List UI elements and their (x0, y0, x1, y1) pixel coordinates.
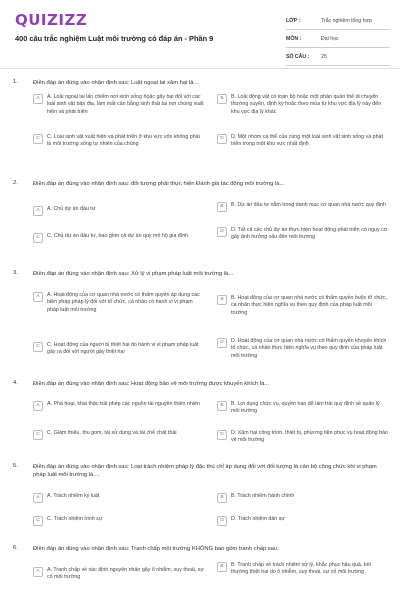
option-letter-box: C (33, 233, 43, 243)
option-text: C. Trách nhiệm hình sự (47, 516, 103, 522)
question-number: 4. (13, 380, 18, 386)
option-text: D. Hoạt động của cơ quan nhà nước có thẩm quyền khuyến khích tổ chức, cá nhân thực hiện nghĩa vụ theo quy định của pháp luật môi trường (231, 338, 387, 359)
option-letter-box: D (217, 430, 227, 440)
option-letter-box: C (33, 516, 43, 526)
question-text: Điền đáp án đúng vào nhận định sau: Loại trách nhiệm pháp lý đặc thù chỉ áp dụng đối với đối tượng là cán bộ công chức khi vi phạm pháp luật môi trường là.... (33, 464, 377, 478)
option-letter-box: B (217, 295, 227, 305)
option-text: A. Loài ngoại lai lấn chiếm nơi sinh sống hoặc gây hại đối với các loài sinh vật bản địa, làm mất cân bằng sinh thái tại nơi chúng xuất hiện và phát triển (47, 94, 204, 115)
question-number: 6. (13, 545, 18, 551)
option-letter-box: C (33, 134, 43, 144)
question-text: Điền đáp án đúng vào nhận định sau: Luật ngoại lai xâm hại là... (33, 80, 199, 86)
option-letter-box: B (217, 562, 227, 572)
question-text: Điền đáp án đúng vào nhận định sau: Xử lý vi phạm pháp luật môi trường là... (33, 271, 234, 277)
meta-row-class (286, 12, 390, 30)
worksheet-title: 400 câu trắc nghiệm Luật môi trường có đáp án - Phần 9 (15, 34, 214, 43)
meta-value: 25 (321, 53, 327, 60)
meta-label: MÔN : (286, 35, 302, 42)
meta-row-subject (286, 30, 390, 48)
option-text: D. Một nhóm cá thể của cùng một loài sinh vật sinh sống và phát triển trong một khu vực nhất định (231, 134, 383, 148)
option-letter-box: A (33, 567, 43, 577)
option-text: A. Trách nhiệm kỷ luật (47, 493, 100, 499)
option-letter-box: B (217, 401, 227, 411)
option-text: B. Dự án đầu tư nằm trong danh mục cơ quan nhà nước quy định (231, 202, 386, 208)
option-text: A. Hoạt động của cơ quan nhà nước có thẩm quyền áp dụng các biện pháp pháp lý đối với tổ chức, cá nhân có hành vi vi phạm pháp luật môi trường (47, 292, 200, 313)
option-letter-box: A (33, 401, 43, 411)
worksheet-header (0, 0, 400, 68)
question-number: 2. (13, 180, 18, 186)
option-text: D. Tất cả các chủ dự án thực hiện hoạt động phát triển có nguy cơ gây ảnh hưởng xấu đến môi trường (231, 227, 388, 241)
option-letter-box: A (33, 206, 43, 216)
option-letter-box: D (217, 516, 227, 526)
option-text: A. Phá hoại, khai thác trái phép các nguồn tài nguyên thiên nhiên (47, 401, 200, 407)
option-text: B. Loài động vật có toàn bộ hoặc một phân quần thể di chuyển thường xuyên, định kỳ hoặc theo mùa từ khu vực địa lý này đến khu vực địa lý khác (231, 94, 382, 115)
option-text: C. Chủ dự án đầu tư, bao gồm cả dự án quy mô hộ gia đình (47, 233, 189, 239)
option-letter-box: A (33, 292, 43, 302)
option-text: C. Loài sinh vật xuất hiện và phát triển ở khu vực vốn không phải là môi trường sống tự nhiên của chúng (47, 134, 200, 148)
option-text: D. Xâm hại công trình, thiết bị, phương tiện phục vụ hoạt động bảo vệ môi trường (231, 430, 388, 444)
option-letter-box: D (217, 338, 227, 348)
option-text: B. Trách nhiệm hành chính (231, 493, 295, 499)
option-letter-box: D (217, 227, 227, 237)
option-letter-box: D (217, 134, 227, 144)
option-text: B. Tranh chấp về trách nhiệm xử lý, khắc phục hậu quả, bồi thường thiệt hại do ô nhiễm, suy thoái, sự cố môi trường (231, 562, 371, 576)
quizizz-logo: QUIZIZZ (15, 11, 88, 29)
question-text: Điền đáp án đúng vào nhận định sau: đối tượng phải thực hiện Đánh giá tác động môi trường là... (33, 181, 285, 187)
header-divider (0, 68, 400, 69)
option-text: C. Hoạt động của người bị thiệt hại do hành vi vi phạm pháp luật gây ra đối với người gây thiệt hại (47, 342, 199, 356)
meta-label: SỐ CÂU : (286, 53, 310, 60)
option-text: C. Giảm thiểu, thu gom, tái sử dụng và tái chế chất thải (47, 430, 177, 436)
meta-label: LỚP : (286, 17, 301, 24)
option-letter-box: A (33, 493, 43, 503)
option-letter-box: B (217, 493, 227, 503)
option-letter-box: B (217, 94, 227, 104)
question-number: 3. (13, 270, 18, 276)
option-text: B. Hoạt động của cơ quan nhà nước có thẩm quyền buộc tổ chức, cá nhân thực hiện nghĩa vụ theo quy định của pháp luật môi trường (231, 295, 387, 316)
question-text: Điền đáp án đúng vào nhận định sau: Tranh chấp môi trường KHÔNG bao gồm tranh chấp sau: (33, 546, 279, 552)
option-text: D. Trách nhiệm dân sự (231, 516, 285, 522)
question-number: 1. (13, 79, 18, 85)
meta-row-question-count (286, 48, 390, 66)
option-text: A. Tranh chấp về xác định nguyên nhân gây ô nhiễm, suy thoái, sự cố môi trường (47, 567, 204, 581)
option-text: A. Chủ dự án đầu tư (47, 206, 96, 212)
option-letter-box: A (33, 94, 43, 104)
worksheet-meta-table (286, 12, 390, 66)
option-letter-box: C (33, 342, 43, 352)
option-letter-box: B (217, 202, 227, 212)
option-text: B. Lợi dụng chức vụ, quyền hạn để làm trái quy định về quản lý môi trường (231, 401, 380, 415)
meta-value: Đại học (321, 35, 339, 42)
option-letter-box: C (33, 430, 43, 440)
question-number: 5. (13, 463, 18, 469)
meta-value: Trắc nghiệm tổng hợp (321, 17, 372, 24)
question-text: Điền đáp án đúng vào nhận định sau: Hoạt động bảo vệ môi trường được khuyến khích là... (33, 381, 270, 387)
